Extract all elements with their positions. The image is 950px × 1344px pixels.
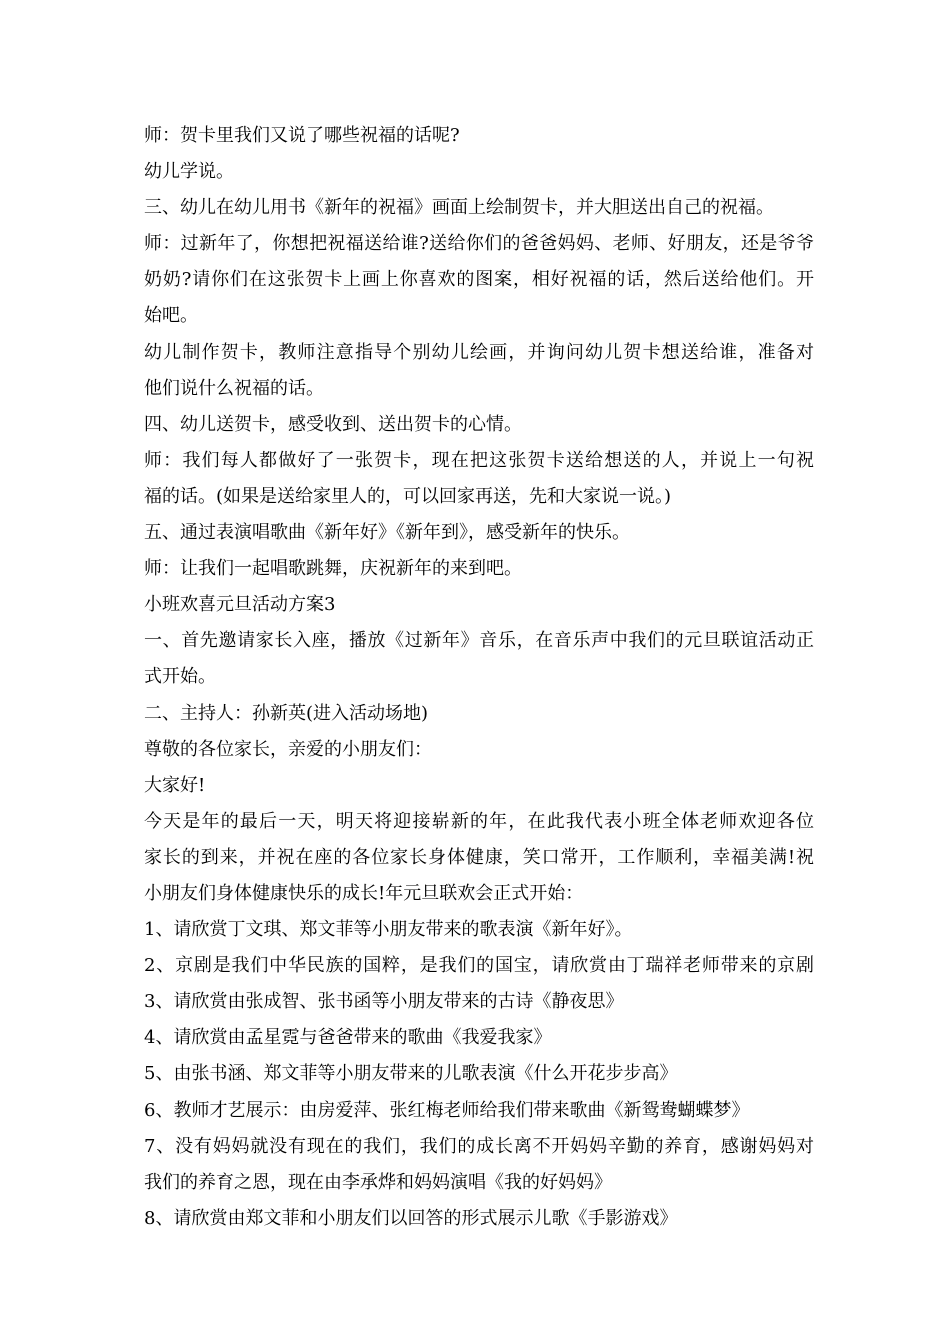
section-heading: 小班欢喜元旦活动方案3 bbox=[144, 594, 336, 616]
text-line: 家长的到来，并祝在座的各位家长身体健康，笑口常开，工作顺利，幸福美满!祝 bbox=[144, 846, 814, 868]
text-line: 五、通过表演唱歌曲《新年好》《新年到》，感受新年的快乐。 bbox=[144, 522, 630, 544]
text-line: 奶奶?请你们在这张贺卡上画上你喜欢的图案，相好祝福的话，然后送给他们。开 bbox=[144, 269, 814, 291]
text-line: 师：过新年了，你想把祝福送给谁?送给你们的爸爸妈妈、老师、好朋友，还是爷爷 bbox=[144, 233, 814, 255]
text-line: 师：让我们一起唱歌跳舞，庆祝新年的来到吧。 bbox=[144, 558, 522, 580]
list-item: 7、没有妈妈就没有现在的我们，我们的成长离不开妈妈辛勤的养育，感谢妈妈对 bbox=[144, 1135, 814, 1157]
list-item: 2、京剧是我们中华民族的国粹，是我们的国宝，请欣赏由丁瑞祥老师带来的京剧 bbox=[144, 955, 814, 977]
text-line: 二、主持人：孙新英(进入活动场地) bbox=[144, 702, 429, 724]
text-line: 尊敬的各位家长，亲爱的小朋友们： bbox=[144, 738, 432, 760]
list-item: 8、请欣赏由郑文菲和小朋友们以回答的形式展示儿歌《手影游戏》 bbox=[144, 1207, 678, 1229]
list-item: 1、请欣赏丁文琪、郑文菲等小朋友带来的歌表演《新年好》。 bbox=[144, 919, 633, 941]
text-line: 式开始。 bbox=[144, 666, 216, 688]
text-line: 幼儿制作贺卡，教师注意指导个别幼儿绘画，并询问幼儿贺卡想送给谁，准备对 bbox=[144, 341, 814, 363]
text-line: 师：贺卡里我们又说了哪些祝福的话呢? bbox=[144, 125, 460, 146]
document-body bbox=[144, 118, 814, 1237]
list-item: 我们的养育之恩，现在由李承烨和妈妈演唱《我的好妈妈》 bbox=[144, 1171, 612, 1193]
list-item: 6、教师才艺展示：由房爱萍、张红梅老师给我们带来歌曲《新鸳鸯蝴蝶梦》 bbox=[144, 1099, 750, 1121]
list-item: 4、请欣赏由孟星霓与爸爸带来的歌曲《我爱我家》 bbox=[144, 1027, 552, 1049]
text-line: 师：我们每人都做好了一张贺卡，现在把这张贺卡送给想送的人，并说上一句祝 bbox=[144, 449, 814, 471]
text-line: 今天是年的最后一天，明天将迎接崭新的年，在此我代表小班全体老师欢迎各位 bbox=[144, 810, 814, 832]
text-line: 大家好! bbox=[144, 774, 206, 796]
text-line: 小朋友们身体健康快乐的成长!年元旦联欢会正式开始： bbox=[144, 882, 584, 904]
text-line: 三、幼儿在幼儿用书《新年的祝福》画面上绘制贺卡，并大胆送出自己的祝福。 bbox=[144, 197, 774, 219]
text-line: 福的话。(如果是送给家里人的，可以回家再送，先和大家说一说。) bbox=[144, 485, 672, 507]
text-line: 始吧。 bbox=[144, 305, 198, 327]
text-line: 幼儿学说。 bbox=[144, 161, 234, 183]
list-item: 5、由张书涵、郑文菲等小朋友带来的儿歌表演《什么开花步步高》 bbox=[144, 1063, 678, 1085]
text-line: 他们说什么祝福的话。 bbox=[144, 377, 324, 399]
text-line: 一、首先邀请家长入座，播放《过新年》音乐，在音乐声中我们的元旦联谊活动正 bbox=[144, 630, 814, 652]
list-item: 3、请欣赏由张成智、张书函等小朋友带来的古诗《静夜思》 bbox=[144, 991, 624, 1013]
text-line: 四、幼儿送贺卡，感受收到、送出贺卡的心情。 bbox=[144, 413, 522, 435]
